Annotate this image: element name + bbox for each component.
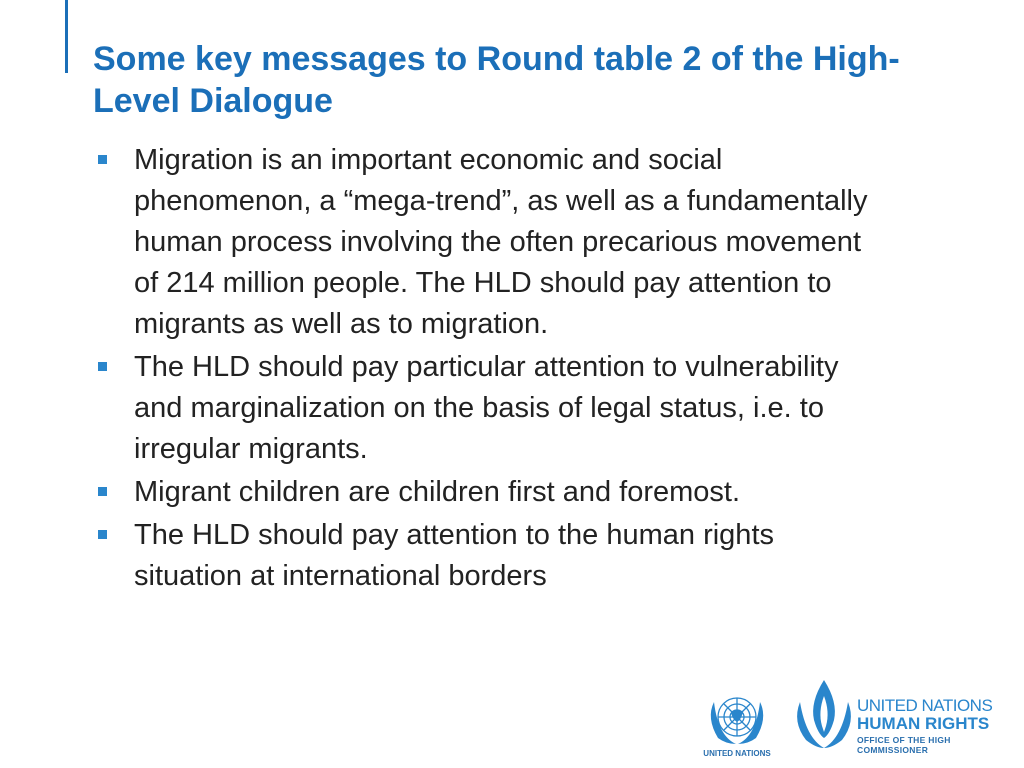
ohchr-line2: HUMAN RIGHTS xyxy=(857,714,990,733)
bullet-item xyxy=(98,472,888,513)
un-emblem-icon xyxy=(700,690,774,748)
accent-line xyxy=(65,0,68,73)
square-bullet-icon xyxy=(98,362,107,371)
bullet-text: Migrant children are children first and foremost. xyxy=(134,476,741,508)
ohchr-line1: UNITED NATIONS xyxy=(857,696,993,715)
square-bullet-icon xyxy=(98,155,107,164)
bullet-item xyxy=(98,347,888,470)
un-logo xyxy=(700,690,774,760)
un-logo-caption: UNITED NATIONS xyxy=(703,749,771,758)
bullet-item xyxy=(98,515,888,597)
square-bullet-icon xyxy=(98,530,107,539)
bullet-text: The HLD should pay attention to the human rights situation at international borders xyxy=(134,519,774,592)
bullet-item xyxy=(98,140,888,345)
square-bullet-icon xyxy=(98,487,107,496)
flame-laurel-icon xyxy=(792,676,856,756)
bullet-list xyxy=(98,140,888,599)
bullet-text: The HLD should pay particular attention to vulnerability and marginalization on the basis of legal status, i.e. to irregular migrants. xyxy=(134,351,839,465)
ohchr-logo xyxy=(792,676,1022,756)
slide-title: Some key messages to Round table 2 of the High-Level Dialogue xyxy=(93,40,900,120)
ohchr-line3: OFFICE OF THE HIGH COMMISSIONER xyxy=(857,735,951,755)
bullet-text: Migration is an important economic and social phenomenon, a “mega-trend”, as well as a fundamentally human process involving the often precarious movement of 214 million people. The HLD should pay attention to migrants as well as to migration. xyxy=(134,144,868,340)
